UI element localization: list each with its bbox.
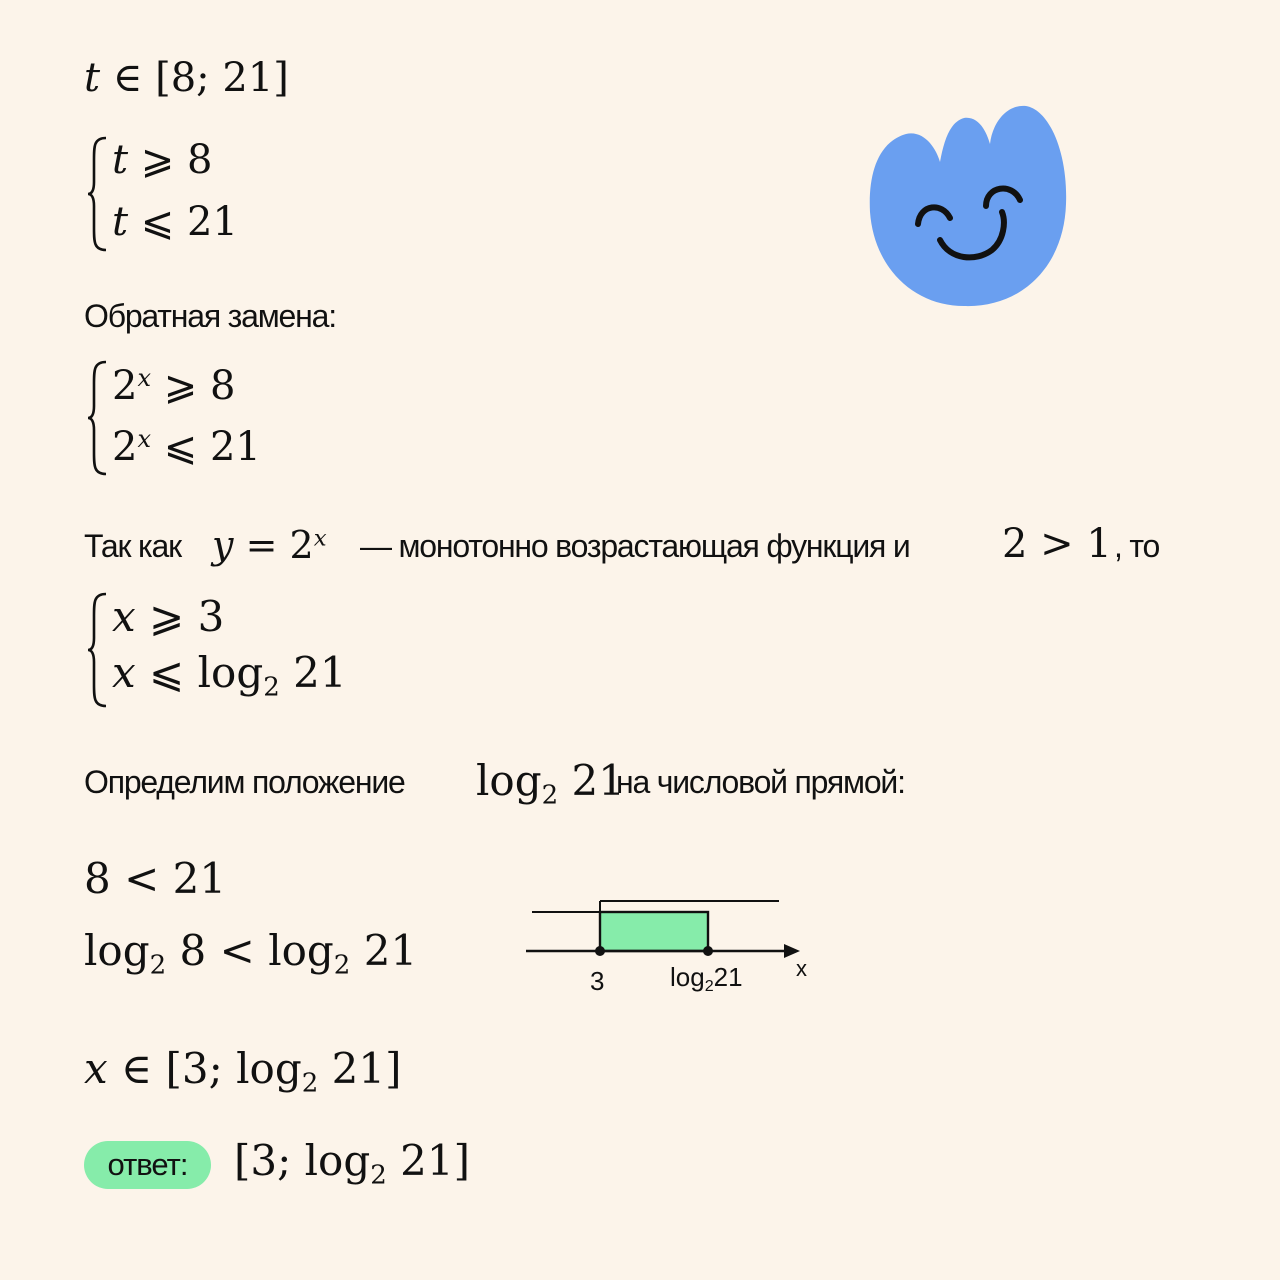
- system2-row2: 2$^x$ ⩽ 21: [112, 424, 261, 470]
- label-3: 3: [590, 966, 605, 996]
- compare-2: $\log_2 8 < \log_2 21$: [84, 926, 418, 981]
- system3-row2: x ⩽ $\log_2 21$: [112, 648, 347, 703]
- brace-2: [86, 360, 108, 476]
- answer-badge: ответ:: [84, 1141, 211, 1189]
- since-suffix: , то: [1114, 528, 1160, 564]
- solution-fill: [600, 912, 708, 951]
- interval-value: [8; 21]: [155, 55, 289, 101]
- since-prefix: Так как: [84, 528, 181, 564]
- answer-value: [3; $\log_2 21$]: [234, 1136, 470, 1191]
- determine-suffix: на числовой прямой:: [616, 764, 905, 800]
- var-t: t: [84, 55, 101, 101]
- since-middle: — монотонно возрастающая функция и: [360, 528, 910, 564]
- number-line-graphic: [520, 890, 820, 970]
- determine-prefix: Определим положение: [84, 764, 405, 800]
- brace-1: [86, 136, 108, 252]
- in-symbol: ∈: [112, 55, 143, 101]
- system1-row1: t ⩾ 8: [112, 137, 213, 183]
- system3-row1: x ⩾ 3: [112, 592, 225, 641]
- system2-row1: 2$^x$ ⩾ 8: [112, 363, 236, 409]
- label-log2-21: $\log_221$: [670, 962, 743, 996]
- determine-log: $\log_2 21$: [476, 756, 625, 811]
- reverse-substitution-label: Обратная замена:: [84, 298, 336, 334]
- system1-row2: t ⩽ 21: [112, 199, 238, 245]
- interval-t: [84, 55, 289, 101]
- point-log2-21: [703, 946, 713, 956]
- compare-1: 8 < 21: [84, 854, 227, 903]
- mascot-body: [870, 106, 1066, 306]
- since-inequality: 2 > 1: [1002, 521, 1112, 567]
- result-interval: x ∈ [3; $\log_2 21$]: [84, 1044, 402, 1099]
- since-function: y = 2$^x$: [212, 523, 327, 567]
- brace-3: [86, 592, 108, 708]
- smiling-blob-icon: [866, 104, 1070, 310]
- label-x-axis: x: [796, 956, 807, 981]
- point-3: [595, 946, 605, 956]
